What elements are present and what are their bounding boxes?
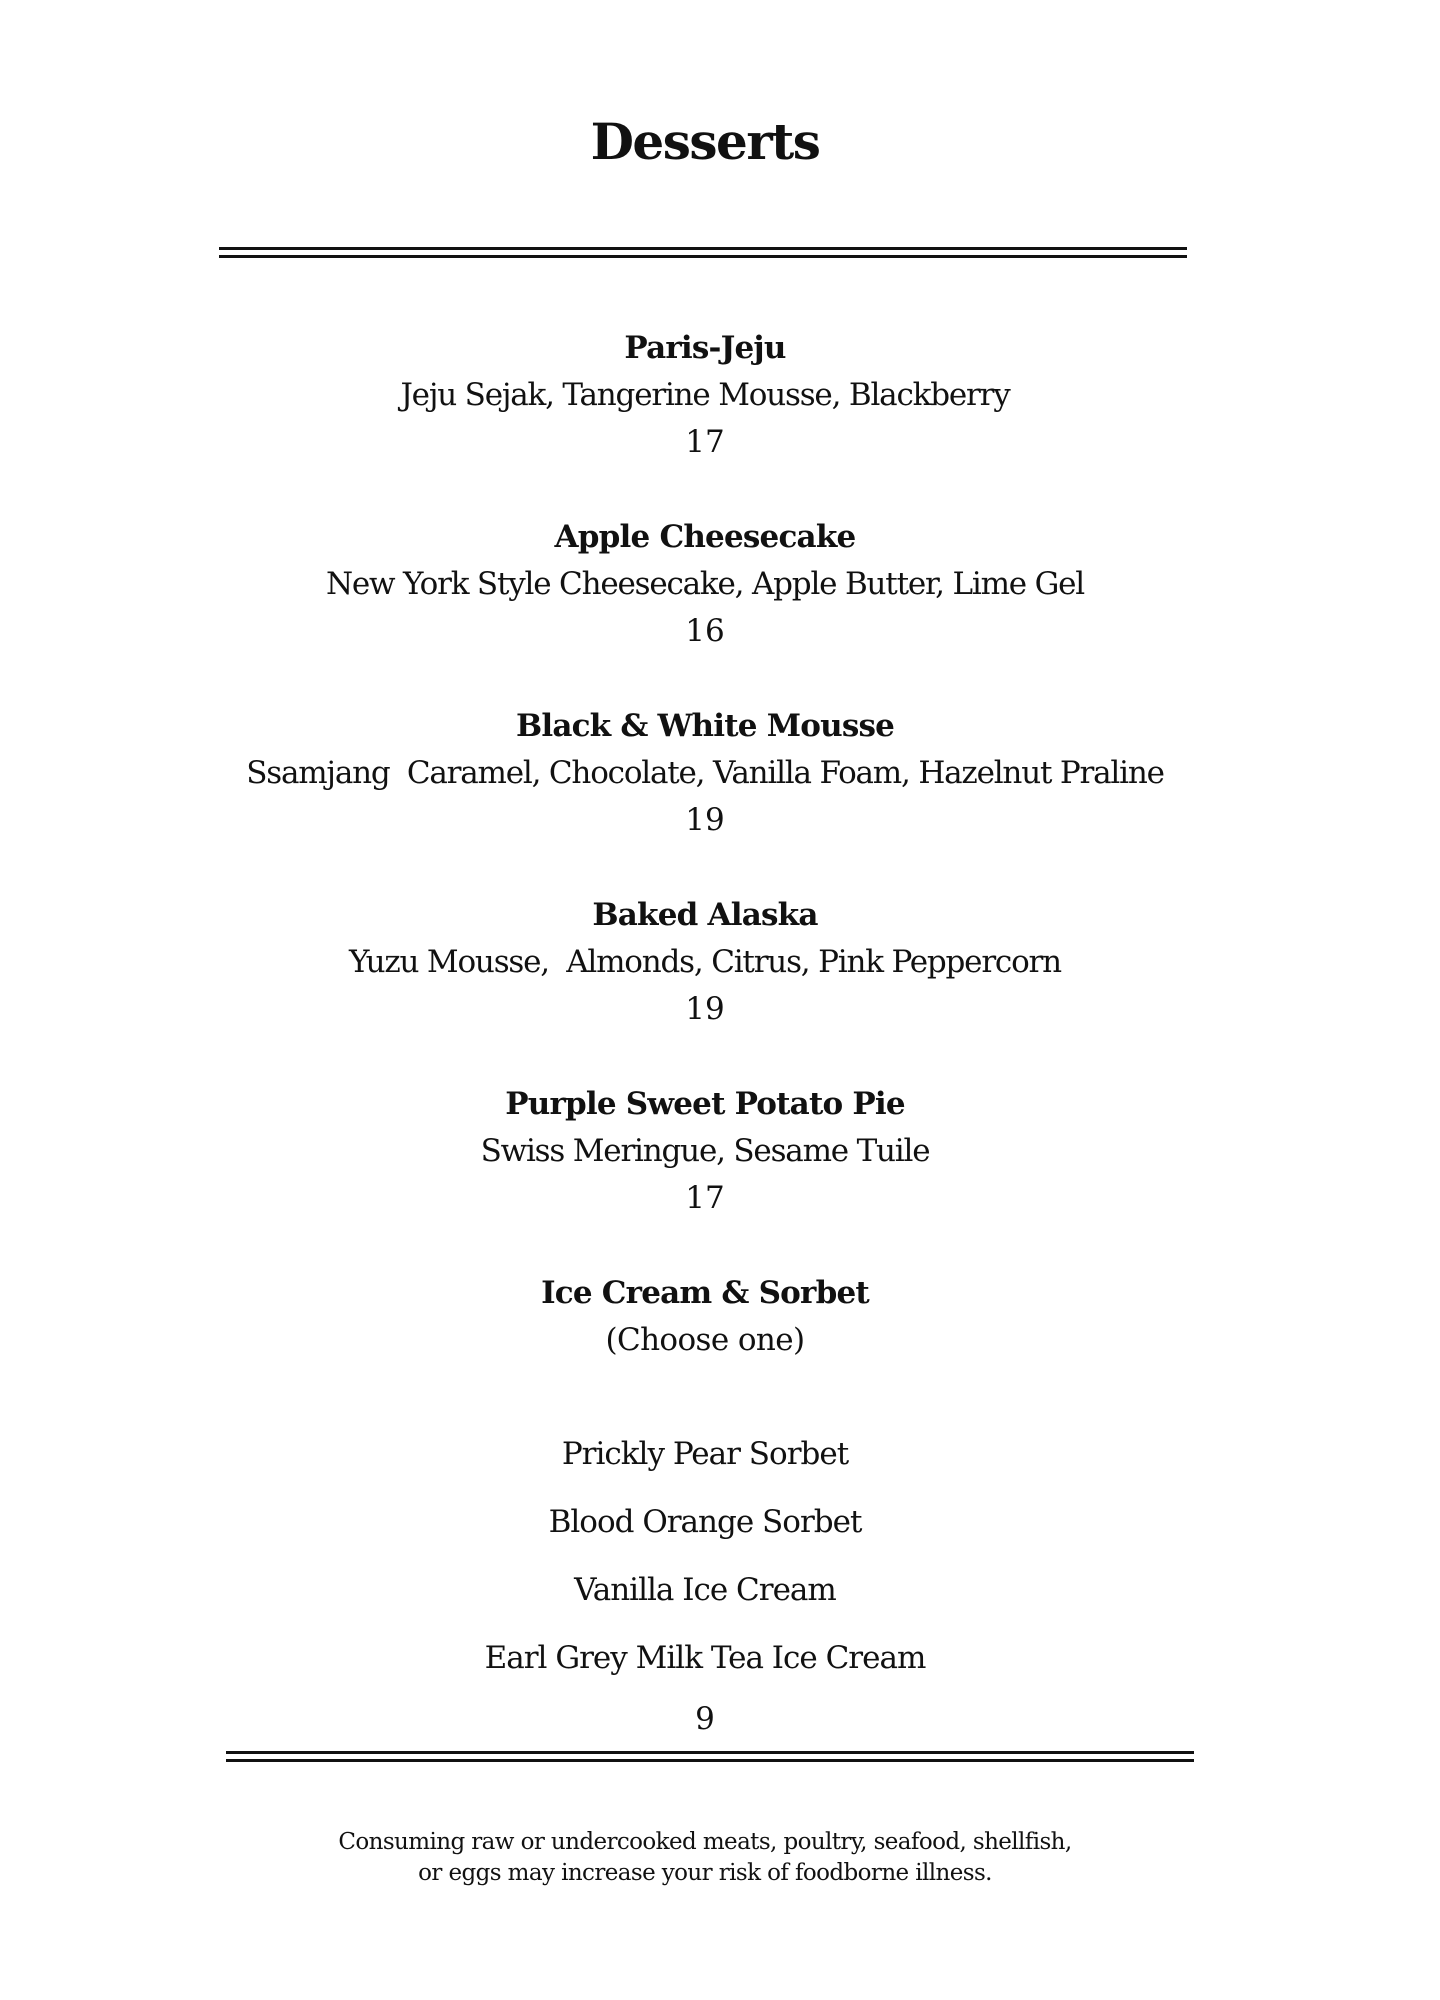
menu-item-paris-jeju	[0, 325, 1410, 514]
top-divider	[219, 247, 1187, 258]
flavor-item: Blood Orange Sorbet	[548, 1504, 862, 1540]
page-title: Desserts	[590, 112, 820, 171]
dessert-menu	[0, 325, 1410, 1743]
menu-item-ice-cream-sorbet	[0, 1270, 1410, 1743]
item-description: Swiss Meringue, Sesame Tuile	[480, 1133, 930, 1169]
item-description: New York Style Cheesecake, Apple Butter, Lime Gel	[325, 566, 1085, 602]
food-safety-disclaimer	[0, 1827, 1410, 1889]
disclaimer-line-1: Consuming raw or undercooked meats, poultry, seafood, shellfish,	[338, 1829, 1072, 1855]
item-description: Ssamjang Caramel, Chocolate, Vanilla Foam, Hazelnut Praline	[246, 755, 1164, 791]
item-price: 9	[695, 1701, 715, 1737]
item-name: Ice Cream & Sorbet	[541, 1275, 869, 1311]
item-price: 19	[685, 802, 725, 838]
menu-item-apple-cheesecake	[0, 514, 1410, 703]
item-name: Paris-Jeju	[624, 330, 786, 366]
item-price: 17	[685, 424, 725, 460]
flavor-item: Prickly Pear Sorbet	[561, 1436, 849, 1472]
item-description: Yuzu Mousse, Almonds, Citrus, Pink Peppercorn	[349, 944, 1061, 980]
item-price: 16	[685, 613, 725, 649]
menu-item-baked-alaska	[0, 892, 1410, 1081]
bottom-divider	[226, 1751, 1194, 1762]
menu-item-purple-sweet-potato-pie	[0, 1081, 1410, 1270]
item-price: 19	[685, 991, 725, 1027]
choose-one-note: (Choose one)	[605, 1322, 805, 1358]
item-name: Baked Alaska	[592, 897, 818, 933]
item-name: Black & White Mousse	[515, 708, 895, 744]
item-description: Jeju Sejak, Tangerine Mousse, Blackberry	[400, 377, 1010, 413]
item-name: Apple Cheesecake	[554, 519, 856, 555]
item-name: Purple Sweet Potato Pie	[505, 1086, 905, 1122]
menu-item-black-white-mousse	[0, 703, 1410, 892]
flavor-item: Earl Grey Milk Tea Ice Cream	[484, 1640, 926, 1676]
disclaimer-line-2: or eggs may increase your risk of foodborne illness.	[418, 1860, 992, 1886]
flavor-list	[0, 1420, 1410, 1692]
item-price: 17	[685, 1180, 725, 1216]
flavor-item: Vanilla Ice Cream	[574, 1572, 836, 1608]
